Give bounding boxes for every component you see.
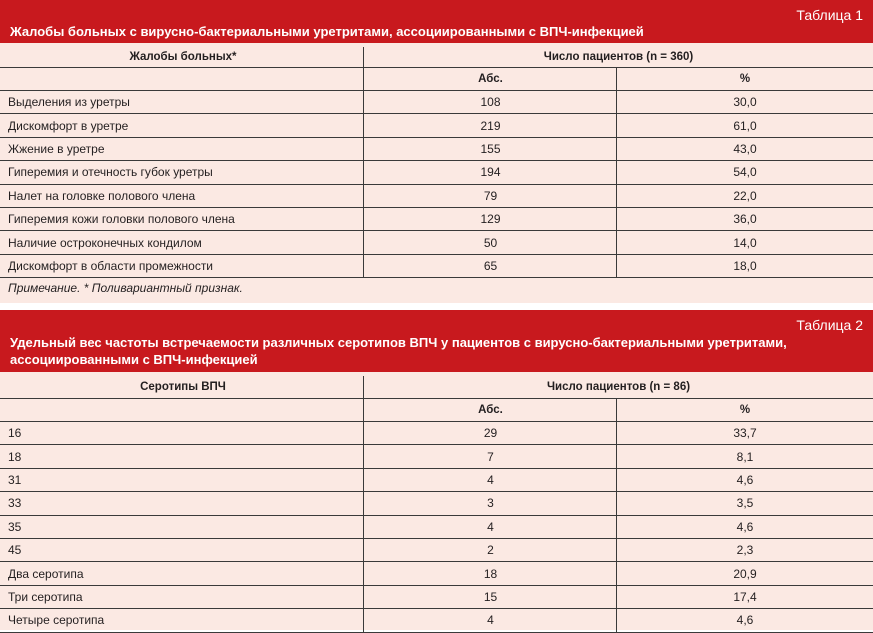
row-abs: 79 (363, 185, 617, 207)
table-row (0, 161, 873, 184)
row-pct: 8,1 (616, 445, 873, 467)
table-2-title: Удельный вес частоты встречаемости различных серотипов ВПЧ у пациентов с вирусно-бактериальными уретритами, ассоциированными с ВПЧ-инфекцией (10, 335, 787, 367)
row-pct: 3,5 (616, 492, 873, 514)
row-abs: 4 (363, 469, 617, 491)
row-label: Два серотипа (8, 566, 84, 581)
table-row (0, 516, 873, 539)
table-row (0, 445, 873, 468)
table-row (0, 609, 873, 632)
row-label: 16 (8, 426, 22, 441)
row-label: 35 (8, 519, 22, 534)
row-pct: 61,0 (616, 114, 873, 136)
table-row (0, 185, 873, 208)
table-row (0, 492, 873, 515)
row-abs: 4 (363, 516, 617, 538)
table-2-col-group: Число пациентов (n = 86) (363, 376, 873, 398)
row-label: Четыре серотипа (8, 613, 105, 628)
table-row (0, 539, 873, 562)
table-row (0, 208, 873, 231)
row-abs: 108 (363, 91, 617, 113)
table-1-header (0, 0, 873, 43)
table-1-col-group: Число пациентов (n = 360) (363, 47, 873, 67)
table-row (0, 469, 873, 492)
table-row (0, 114, 873, 137)
row-label: Гиперемия и отечность губок уретры (8, 165, 213, 180)
row-pct: 17,4 (616, 586, 873, 608)
row-abs: 194 (363, 161, 617, 183)
table-row (0, 138, 873, 161)
row-label: Наличие остроконечных кондилом (8, 235, 202, 250)
row-pct: 22,0 (616, 185, 873, 207)
table-row (0, 255, 873, 278)
row-abs: 155 (363, 138, 617, 160)
table-2-subhead-row (0, 399, 873, 422)
table-1-note: Примечание. * Поливариантный признак. (8, 281, 243, 295)
row-label: Дискомфорт в уретре (8, 118, 129, 133)
row-pct: 18,0 (616, 255, 873, 277)
table-row (0, 231, 873, 254)
row-abs: 7 (363, 445, 617, 467)
table-1-col-main: Жалобы больных* (129, 51, 237, 63)
table-row (0, 91, 873, 114)
row-pct: 2,3 (616, 539, 873, 561)
row-label: 45 (8, 543, 22, 558)
row-abs: 2 (363, 539, 617, 561)
row-label: Дискомфорт в области промежности (8, 258, 214, 273)
table-1-col-pct: % (616, 68, 873, 90)
table-1-col-abs: Абс. (363, 68, 617, 90)
row-abs: 15 (363, 586, 617, 608)
row-abs: 18 (363, 562, 617, 584)
table-2-head-row (0, 376, 873, 399)
row-pct: 43,0 (616, 138, 873, 160)
table-2-number: Таблица 2 (796, 317, 863, 333)
table-row (0, 586, 873, 609)
row-abs: 29 (363, 422, 617, 444)
table-1-number: Таблица 1 (796, 7, 863, 23)
row-abs: 219 (363, 114, 617, 136)
row-abs: 129 (363, 208, 617, 230)
table-1 (0, 0, 873, 303)
row-abs: 3 (363, 492, 617, 514)
row-abs: 4 (363, 609, 617, 631)
row-label: Гиперемия кожи головки полового члена (8, 212, 235, 227)
table-row (0, 562, 873, 585)
row-label: Налет на головке полового члена (8, 188, 196, 203)
row-label: 31 (8, 472, 22, 487)
table-1-head-row (0, 47, 873, 68)
table-1-title: Жалобы больных с вирусно-бактериальными уретритами, ассоциированными с ВПЧ-инфекцией (10, 24, 644, 39)
row-label: 18 (8, 449, 22, 464)
row-pct: 14,0 (616, 231, 873, 253)
table-2 (0, 310, 873, 630)
row-label: Три серотипа (8, 589, 83, 604)
row-label: Жжение в уретре (8, 141, 105, 156)
row-abs: 50 (363, 231, 617, 253)
row-pct: 4,6 (616, 516, 873, 538)
table-2-col-main: Серотипы ВПЧ (140, 381, 226, 393)
row-pct: 33,7 (616, 422, 873, 444)
row-pct: 30,0 (616, 91, 873, 113)
row-label: 33 (8, 496, 22, 511)
row-pct: 20,9 (616, 562, 873, 584)
table-2-header (0, 310, 873, 372)
table-2-col-abs: Абс. (363, 399, 617, 421)
table-2-col-pct: % (616, 399, 873, 421)
table-row (0, 422, 873, 445)
row-pct: 54,0 (616, 161, 873, 183)
row-label: Выделения из уретры (8, 95, 130, 110)
row-abs: 65 (363, 255, 617, 277)
row-pct: 36,0 (616, 208, 873, 230)
row-pct: 4,6 (616, 469, 873, 491)
row-pct: 4,6 (616, 609, 873, 631)
table-1-subhead-row (0, 68, 873, 91)
